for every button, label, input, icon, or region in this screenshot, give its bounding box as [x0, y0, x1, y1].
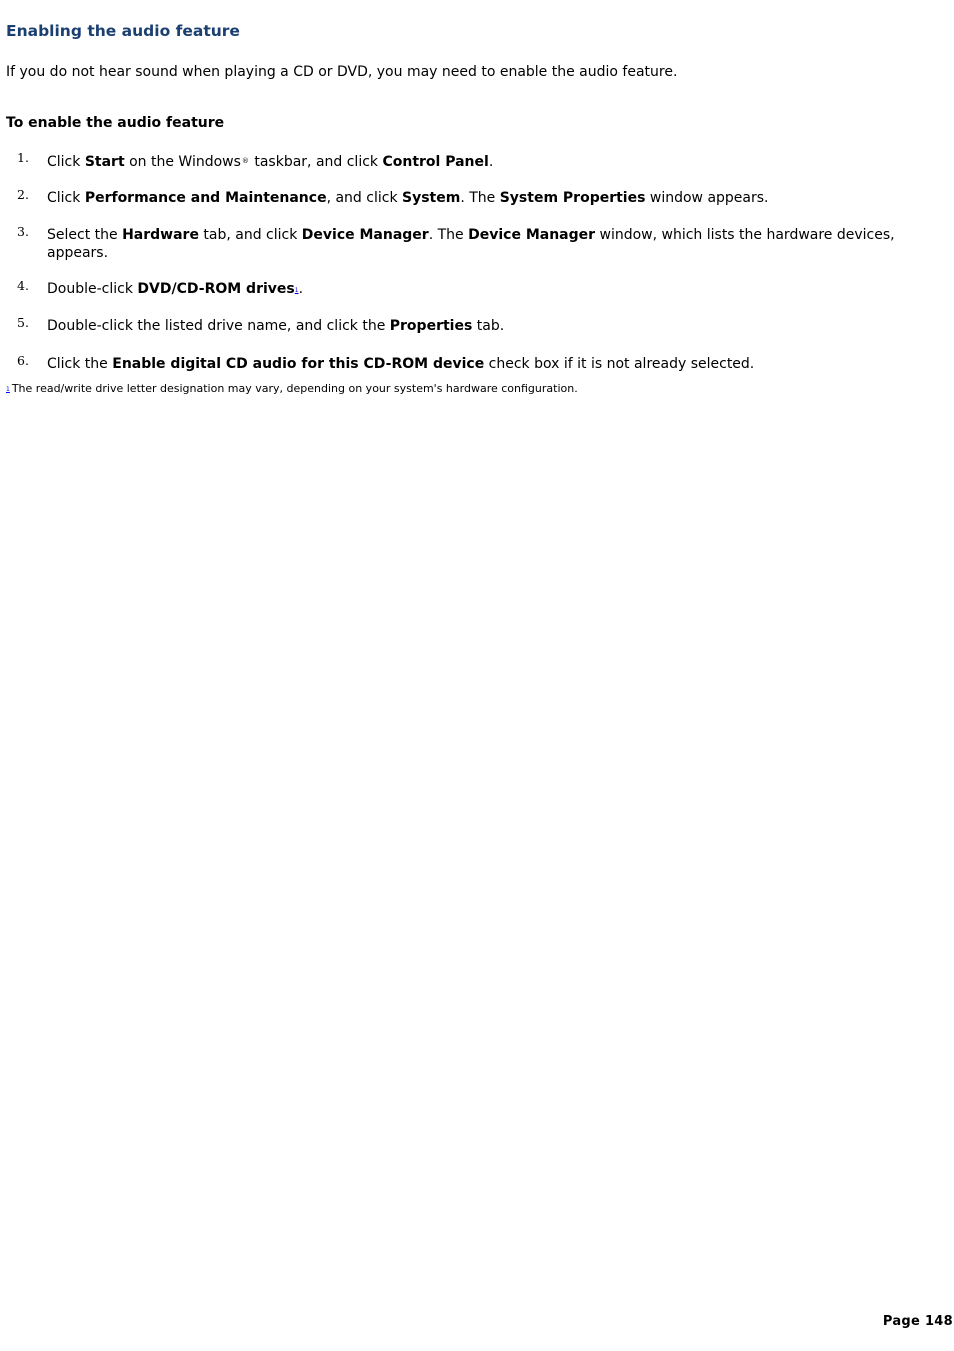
ui-term-start: Start [84, 154, 125, 170]
step-text [47, 152, 900, 171]
ui-term-control-panel: Control Panel [382, 154, 489, 170]
ui-term-dvd-cd-rom-drives: DVD/CD-ROM drives [137, 281, 295, 297]
step-number: 2. [17, 187, 29, 202]
step-text [47, 226, 900, 262]
page-title: Enabling the audio feature [6, 22, 240, 40]
step-2 [0, 189, 900, 207]
step-text-run: . [488, 154, 494, 170]
ui-term-properties: Properties [389, 318, 473, 334]
ui-term-performance-maintenance: Performance and Maintenance [84, 190, 327, 206]
step-text-run: on the Windows [124, 154, 241, 170]
step-text-run: Double-click the listed drive name, and click the [47, 318, 390, 334]
ui-term-enable-digital-cd-audio: Enable digital CD audio for this CD-ROM device [112, 356, 485, 372]
footnote-mark-link[interactable]: 1 [6, 386, 10, 393]
ui-term-hardware: Hardware [122, 227, 199, 243]
step-6 [0, 355, 900, 373]
step-text-run: tab. [472, 318, 505, 334]
step-text [47, 355, 900, 373]
page-number: Page 148 [882, 1314, 953, 1329]
step-number: 3. [17, 224, 29, 239]
step-5 [0, 317, 900, 335]
step-text-run: Double-click [47, 281, 138, 297]
step-3 [0, 226, 900, 262]
step-text-run: Click [47, 154, 85, 170]
step-text-run: Click [47, 190, 85, 206]
registered-mark: ® [241, 157, 249, 165]
step-text-run: window appears. [645, 190, 769, 206]
step-number: 4. [17, 278, 29, 293]
step-text-run: Click the [47, 356, 113, 372]
step-text [47, 317, 900, 335]
step-number: 6. [17, 353, 29, 368]
step-4 [0, 280, 900, 300]
footnote-text: The read/write drive letter designation may vary, depending on your system's hardware configuration. [11, 382, 578, 395]
step-text [47, 280, 900, 300]
ui-term-system-properties: System Properties [499, 190, 646, 206]
step-1 [0, 152, 900, 171]
ui-term-system: System [402, 190, 461, 206]
procedure-heading: To enable the audio feature [6, 115, 225, 131]
step-text-run: . [298, 281, 304, 297]
step-text-run: Select the [47, 227, 123, 243]
step-text-run: . The [460, 190, 500, 206]
step-text-run: window, which lists the hardware devices, appears. [47, 227, 895, 261]
step-number: 1. [17, 150, 29, 165]
step-text-run: . The [428, 227, 469, 243]
intro-paragraph: If you do not hear sound when playing a CD or DVD, you may need to enable the audio feature. [6, 64, 678, 80]
ui-term-device-manager: Device Manager [468, 227, 596, 243]
step-text-run: , and click [326, 190, 402, 206]
step-text [47, 189, 900, 207]
step-text-run: taskbar, and click [249, 154, 383, 170]
step-text-run: tab, and click [198, 227, 302, 243]
ui-term-device-manager: Device Manager [301, 227, 429, 243]
footnote [6, 382, 578, 395]
footnote-reference-link[interactable]: 1 [294, 287, 299, 294]
step-text-run: check box if it is not already selected. [484, 356, 755, 372]
step-number: 5. [17, 315, 29, 330]
